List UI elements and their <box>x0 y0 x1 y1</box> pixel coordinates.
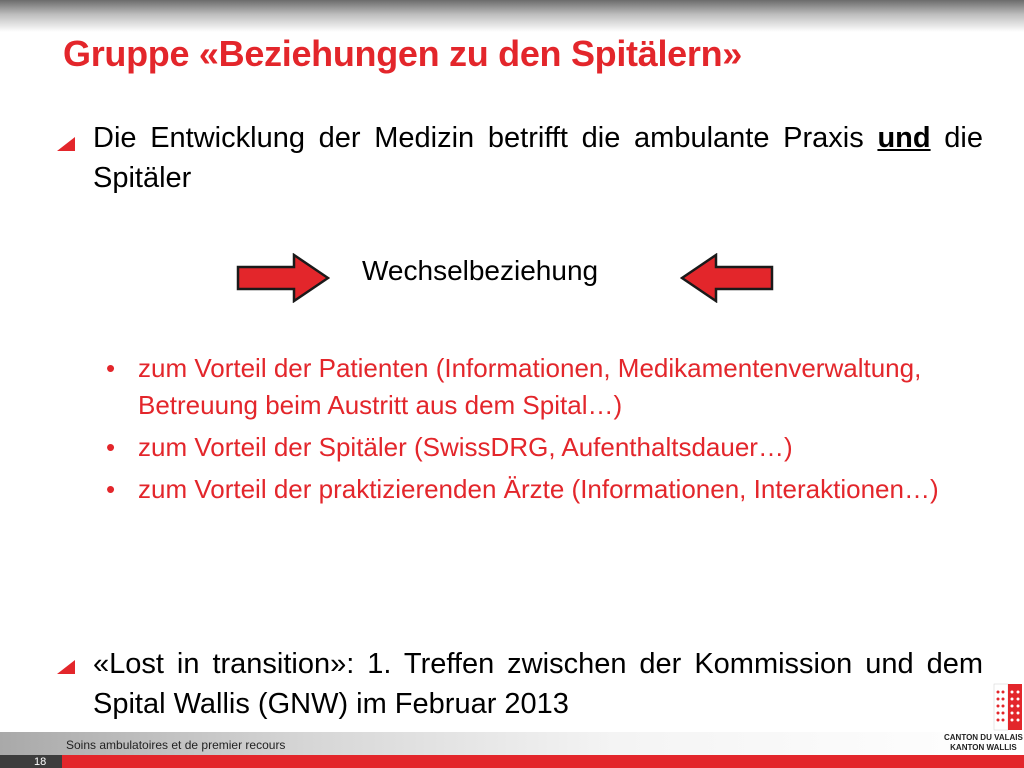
list-item <box>104 471 984 508</box>
right-arrow-icon <box>236 253 330 303</box>
sub-bullet-text: zum Vorteil der Spitäler (SwissDRG, Aufenthaltsdauer…) <box>138 432 793 462</box>
triangle-bullet-icon <box>57 660 75 674</box>
bullet-dot-icon: • <box>106 432 116 462</box>
bullet-2-text: «Lost in transition»: 1. Treffen zwischen der Kommission und dem Spital Wallis (GNW) im Februar 2013 <box>93 648 983 720</box>
bullet-1-text <box>93 118 983 198</box>
bullet-1-text-after: die Spitäler <box>93 122 983 194</box>
list-item <box>104 350 984 424</box>
center-label-wechselbeziehung: Wechselbeziehung <box>362 255 599 286</box>
sub-bullet-list <box>104 350 984 513</box>
footer-red-strip <box>62 755 1024 768</box>
bullet-dot-icon: • <box>106 353 116 383</box>
logo-line-2: KANTON WALLIS <box>950 743 1017 752</box>
sub-bullet-text: zum Vorteil der Patienten (Informationen, Medikamentenverwaltung, Betreuung beim Austritt aus dem Spital…) <box>138 353 922 420</box>
bullet-dot-icon: • <box>106 474 116 504</box>
list-item <box>104 429 984 466</box>
logo-line-1: CANTON DU VALAIS <box>944 733 1023 742</box>
bullet-1-text-before: Die Entwicklung der Medizin betrifft die ambulante Praxis <box>93 122 878 154</box>
logo-caption <box>944 733 1023 753</box>
footer-caption: Soins ambulatoires et de premier recours <box>66 738 286 752</box>
page-number: 18 <box>34 756 47 768</box>
slide-title: Gruppe «Beziehungen zu den Spitälern» <box>63 33 743 74</box>
footer-page-box <box>0 755 62 768</box>
bullet-1-emphasis: und <box>877 122 931 154</box>
triangle-bullet-icon <box>57 137 75 151</box>
sub-bullet-text: zum Vorteil der praktizierenden Ärzte (Informationen, Interaktionen…) <box>138 474 939 504</box>
header-gradient-band <box>0 0 1024 32</box>
left-arrow-icon <box>680 253 774 303</box>
